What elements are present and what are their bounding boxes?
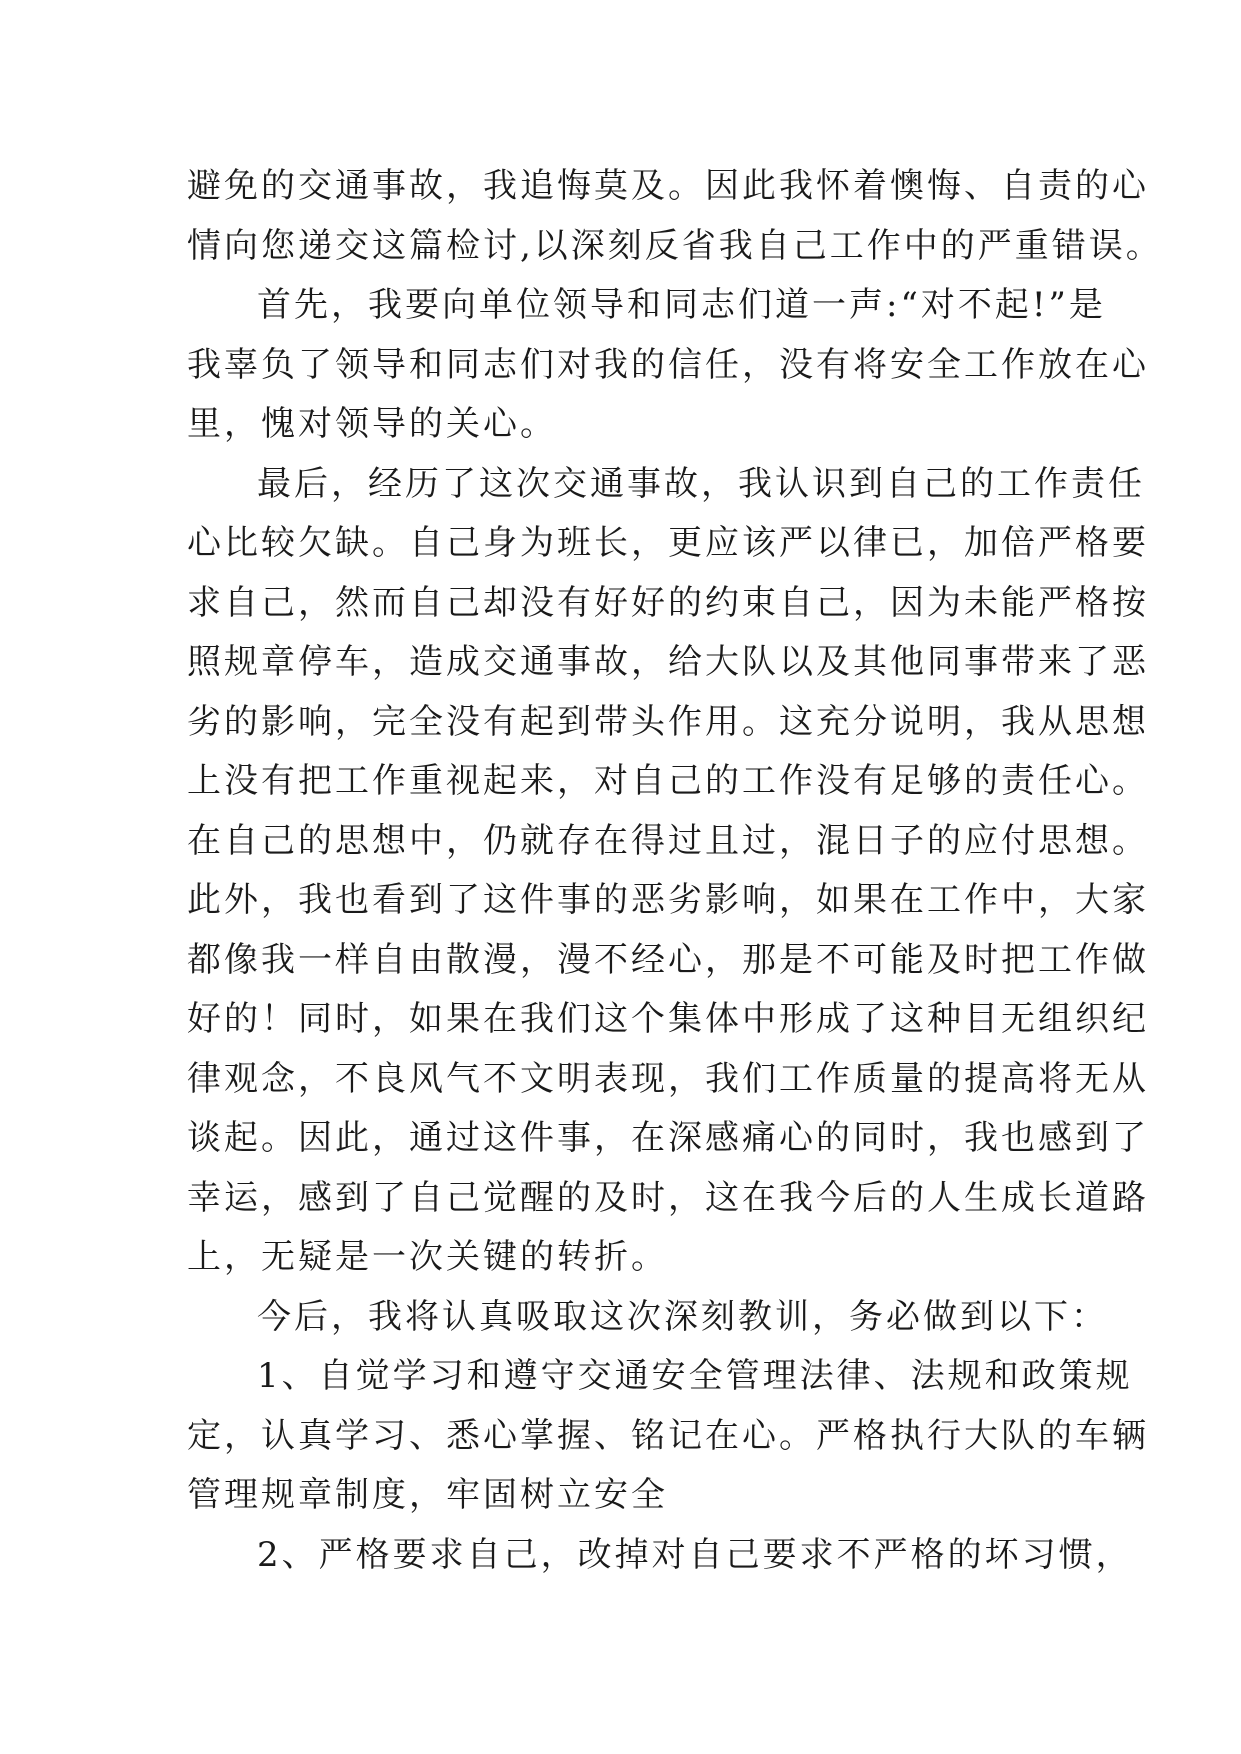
text-line: 律观念，不良风气不文明表现，我们工作质量的提高将无从: [187, 1058, 1149, 1099]
document-body: [187, 157, 1163, 1585]
text-line: 照规章停车，造成交通事故，给大队以及其他同事带来了恶: [187, 642, 1149, 682]
list-item-2-line: 2、严格要求自己，改掉对自己要求不严格的坏习惯，: [257, 1534, 1133, 1575]
text-line: 情向您递交这篇检讨,以深刻反省我自己工作中的严重错误。: [187, 225, 1163, 266]
text-line: 劣的影响，完全没有起到带头作用。这充分说明，我从思想: [187, 701, 1149, 742]
text-line: 定，认真学习、悉心掌握、铭记在心。严格执行大队的车辆: [187, 1415, 1149, 1456]
text-line: 都像我一样自由散漫，漫不经心，那是不可能及时把工作做: [187, 939, 1149, 980]
text-line: 求自己，然而自己却没有好好的约束自己，因为未能严格按: [187, 582, 1149, 623]
text-line: 幸运，感到了自己觉醒的及时，这在我今后的人生成长道路: [187, 1177, 1149, 1218]
text-line: 在自己的思想中，仍就存在得过且过，混日子的应付思想。: [187, 820, 1149, 861]
text-line: 此外，我也看到了这件事的恶劣影响，如果在工作中，大家: [187, 880, 1149, 920]
text-line: 管理规章制度，牢固树立安全: [187, 1475, 668, 1515]
text-line: 我辜负了领导和同志们对我的信任，没有将安全工作放在心: [187, 344, 1149, 385]
paragraph-start-line: 最后，经历了这次交通事故，我认识到自己的工作责任: [257, 463, 1145, 504]
paragraph-start-line: 首先，我要向单位领导和同志们道一声:“对不起!”是: [257, 285, 1106, 325]
text-line: 上，无疑是一次关键的转折。: [187, 1237, 668, 1277]
text-line: 避免的交通事故，我追悔莫及。因此我怀着懊悔、自责的心: [187, 166, 1149, 206]
text-line: 上没有把工作重视起来，对自己的工作没有足够的责任心。: [187, 761, 1149, 801]
text-line: 好的！同时，如果在我们这个集体中形成了这种目无组织纪: [187, 999, 1149, 1039]
text-line: 心比较欠缺。自己身为班长，更应该严以律已，加倍严格要: [187, 523, 1149, 563]
text-line: 谈起。因此，通过这件事，在深感痛心的同时，我也感到了: [187, 1118, 1149, 1158]
paragraph-start-line: 今后，我将认真吸取这次深刻教训，务必做到以下：: [257, 1296, 1108, 1337]
list-item-1-line: 1、自觉学习和遵守交通安全管理法律、法规和政策规: [257, 1356, 1133, 1396]
text-line: 里，愧对领导的关心。: [187, 404, 557, 444]
